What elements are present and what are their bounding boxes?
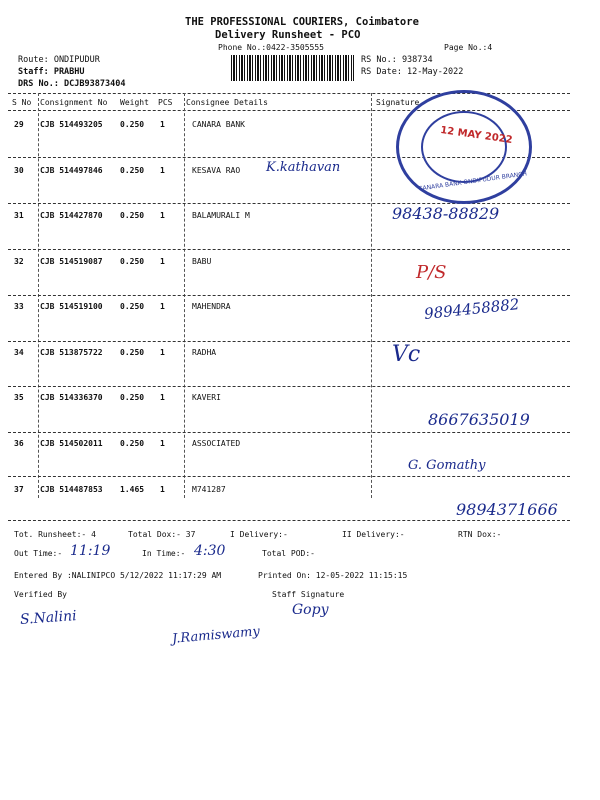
row-sno: 32: [14, 257, 24, 266]
row-weight: 0.250: [120, 120, 145, 129]
row-rule: [8, 432, 570, 433]
stamp-inner-ring: [421, 111, 507, 183]
col-consignee: Consignee Details: [186, 98, 268, 107]
row-consignee: BALAMURALI M: [192, 211, 250, 220]
col-consignment: Consignment No: [40, 98, 108, 107]
row-weight: 0.250: [120, 166, 145, 175]
rs-date: RS Date: 12-May-2022: [361, 67, 464, 77]
rtn-dox: RTN Dox:-: [458, 530, 502, 539]
drs-number: DRS No.: DCJB93873404: [18, 79, 126, 89]
row-pcs: 1: [160, 120, 165, 129]
barcode: [231, 55, 354, 81]
row-weight: 0.250: [120, 257, 145, 266]
row-consignment: CJB 514336370: [40, 393, 103, 402]
row-pcs: 1: [160, 166, 165, 175]
row-consignment: CJB 514493205: [40, 120, 103, 129]
row-consignment: CJB 513875722: [40, 348, 103, 357]
row-consignee: M741287: [192, 485, 226, 494]
total-pod: Total POD:-: [262, 549, 315, 558]
verified-by-label: Verified By: [14, 590, 67, 599]
row-sno: 33: [14, 302, 24, 311]
row-rule: [8, 341, 570, 342]
row-weight: 0.250: [120, 302, 145, 311]
staff-signature-label: Staff Signature: [272, 590, 345, 599]
col-weight: Weight: [120, 98, 149, 107]
row-sno: 34: [14, 348, 24, 357]
row-pcs: 1: [160, 211, 165, 220]
row-pcs: 1: [160, 485, 165, 494]
total-dox: Total Dox:- 37: [128, 530, 196, 539]
row-signature: P/S: [416, 262, 447, 283]
row-sno: 36: [14, 439, 24, 448]
printed-on: Printed On: 12-05-2022 11:15:15: [258, 571, 408, 580]
col-sno: S No: [12, 98, 32, 107]
row-weight: 0.250: [120, 211, 145, 220]
staff-handwritten-signature: Gopy: [292, 602, 329, 618]
staff: Staff: PRABHU: [18, 67, 85, 77]
row-consignment: CJB 514519087: [40, 257, 103, 266]
company-title: THE PROFESSIONAL COURIERS, Coimbatore: [185, 16, 419, 28]
row-signature: 9894458882: [423, 295, 521, 323]
row-consignment: CJB 514427870: [40, 211, 103, 220]
row-weight: 1.465: [120, 485, 145, 494]
verified-signature: S.Nalini: [19, 608, 78, 628]
total-runsheet: Tot. Runsheet:- 4: [14, 530, 96, 539]
row-rule: [8, 249, 570, 250]
stamp-text: CANARA BANK ONDIPUDUR BRANCH: [418, 170, 528, 193]
row-weight: 0.250: [120, 439, 145, 448]
out-time-label: Out Time:-: [14, 549, 63, 558]
row-signature: 98438-88829: [392, 204, 500, 223]
row-weight: 0.250: [120, 393, 145, 402]
row-consignee: KESAVA RAO: [192, 166, 241, 175]
row-pcs: 1: [160, 439, 165, 448]
row-consignee: KAVERI: [192, 393, 221, 402]
col-pcs: PCS: [158, 98, 173, 107]
row-sno: 31: [14, 211, 24, 220]
stamp-date: 12 MAY 2022: [439, 124, 514, 147]
row-consignee: RADHA: [192, 348, 217, 357]
row-pcs: 1: [160, 348, 165, 357]
row-consignment: CJB 514502011: [40, 439, 103, 448]
row-signature: Vc: [392, 342, 421, 367]
bank-stamp: [396, 90, 532, 204]
rs-number: RS No.: 938734: [361, 55, 433, 65]
sheet-title: Delivery Runsheet - PCO: [215, 29, 361, 41]
row-sno: 29: [14, 120, 24, 129]
ii-delivery: II Delivery:-: [342, 530, 405, 539]
row-signature: K.kathavan: [266, 160, 341, 175]
row-sno: 37: [14, 485, 24, 494]
row-sno: 35: [14, 393, 24, 402]
in-time-value: 4:30: [194, 543, 226, 559]
row-consignee: ASSOCIATED: [192, 439, 241, 448]
row-consignee: BABU: [192, 257, 212, 266]
row-rule: [8, 476, 570, 477]
col-signature: Signature: [376, 98, 420, 107]
row-consignee: MAHENDRA: [192, 302, 231, 311]
row-consignment: CJB 514487853: [40, 485, 103, 494]
i-delivery: I Delivery:-: [230, 530, 288, 539]
row-consignment: CJB 514497846: [40, 166, 103, 175]
out-time-value: 11:19: [70, 543, 111, 559]
in-time-label: In Time:-: [142, 549, 186, 558]
row-consignment: CJB 514519100: [40, 302, 103, 311]
phone-number: Phone No.:0422-3505555: [218, 43, 324, 52]
row-signature: G. Gomathy: [408, 458, 486, 473]
row-signature: 9894371666: [456, 500, 558, 519]
row-pcs: 1: [160, 302, 165, 311]
row-rule: [8, 520, 570, 521]
row-rule: [8, 386, 570, 387]
route: Route: ONDIPUDUR: [18, 55, 100, 65]
row-rule: [8, 295, 570, 296]
row-signature: 8667635019: [428, 410, 530, 429]
row-sno: 30: [14, 166, 24, 175]
row-pcs: 1: [160, 393, 165, 402]
extra-signature: J.Ramiswamy: [171, 624, 261, 647]
page-number: Page No.:4: [444, 43, 493, 52]
row-weight: 0.250: [120, 348, 145, 357]
row-pcs: 1: [160, 257, 165, 266]
entered-by: Entered By :NALINIPCO 5/12/2022 11:17:29 AM: [14, 571, 222, 580]
row-consignee: CANARA BANK: [192, 120, 245, 129]
